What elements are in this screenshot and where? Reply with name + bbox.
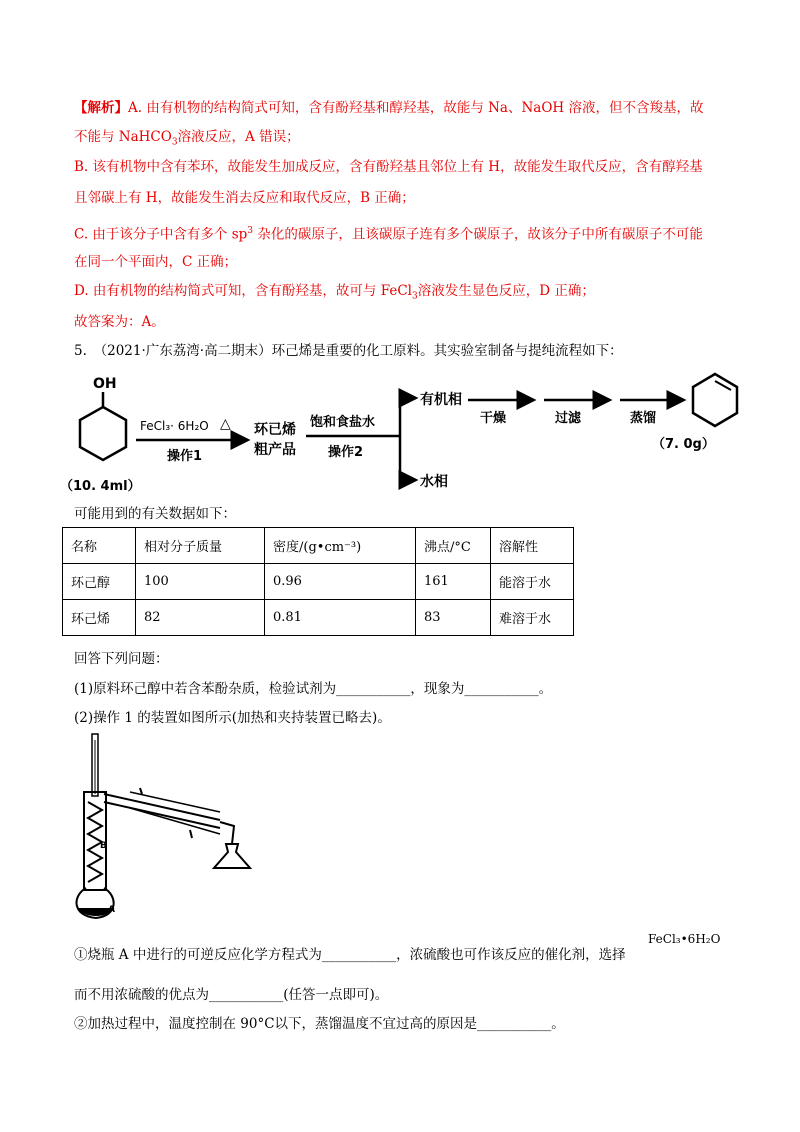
- header-cell: 沸点/°C: [416, 528, 491, 564]
- table-cell: 100: [136, 564, 265, 600]
- question-2-2: ②加热过程中，温度控制在 90°C以下，蒸馏温度不宜过高的原因是___________。: [74, 1016, 565, 1032]
- heat-symbol: △: [220, 416, 231, 432]
- question-stem: 5. （2021·广东荔湾·高二期末）环己烯是重要的化工原料。其实验室制备与提纯流程如下：: [74, 343, 623, 359]
- question-2: (2)操作 1 的装置如图所示(加热和夹持装置已略去)。: [74, 710, 391, 726]
- analysis-sub-7: 3: [411, 291, 418, 302]
- analysis-line-8: 故答案为：A。: [74, 314, 165, 330]
- crude-product-line2: 粗产品: [254, 442, 296, 458]
- table-cell: 0.96: [265, 564, 416, 600]
- distill-step: 蒸馏: [630, 411, 657, 426]
- table-row: [63, 564, 574, 600]
- start-amount: （10. 4ml）: [60, 479, 141, 494]
- reagent-label: FeCl₃· 6H₂O: [140, 419, 209, 433]
- question-1: (1)原料环己醇中若含苯酚杂质，检验试剂为___________，现象为___________。: [74, 681, 553, 697]
- table-header-row: [63, 528, 574, 564]
- header-cell: 相对分子质量: [136, 528, 265, 564]
- cyclohexanol-structure: [80, 407, 126, 460]
- data-table: [62, 527, 574, 636]
- organic-phase: 有机相: [420, 392, 462, 408]
- table-cell: 难溶于水: [491, 600, 574, 636]
- crude-product-line1: 环已烯: [254, 422, 296, 438]
- analysis-text-1: A. 由有机物的结构简式可知，含有酚羟基和醇羟基，故能与 Na、NaOH 溶液，但不含羧基，故: [128, 100, 704, 116]
- oh-label: OH: [93, 376, 117, 392]
- analysis-text-5b: 杂化的碳原子，且该碳原子连有多个碳原子，故该分子中所有碳原子不可能: [253, 226, 703, 243]
- question-2-1b: 而不用浓硫酸的优点为___________(任答一点即可)。: [74, 987, 389, 1003]
- filter-step: 过滤: [555, 411, 582, 426]
- questions-intro: 回答下列问题：: [74, 651, 169, 667]
- aqueous-phase: 水相: [420, 474, 448, 490]
- label-b: B: [100, 841, 107, 851]
- header-cell: 溶解性: [491, 528, 574, 564]
- header-cell: 名称: [63, 528, 136, 564]
- table-cell: 82: [136, 600, 265, 636]
- table-row: [63, 600, 574, 636]
- brine-label: 饱和食盐水: [310, 415, 376, 430]
- analysis-text-5a: C. 由于该分子中含有多个 sp: [74, 226, 248, 243]
- op1-label: 操作1: [167, 449, 203, 464]
- question-2-1: ①烧瓶 A 中进行的可逆反应化学方程式为___________，浓硫酸也可作该反应的催化剂，选择: [74, 947, 626, 963]
- analysis-line-3: B. 该有机物中含有苯环，故能发生加成反应，含有酚羟基且邻位上有 H，故能发生取代反应，含有醇羟基: [74, 159, 703, 175]
- analysis-line-6: 在同一个平面内，C 正确；: [74, 254, 238, 270]
- table-intro: 可能用到的有关数据如下：: [74, 506, 236, 522]
- analysis-text-2b: 溶液反应，A 错误；: [177, 129, 300, 145]
- distillation-apparatus: [70, 732, 260, 922]
- analysis-text-2a: 不能与 NaHCO: [74, 129, 172, 145]
- analysis-sup-5: 3: [247, 226, 254, 236]
- analysis-line-5: [74, 221, 703, 245]
- op2-label: 操作2: [328, 445, 364, 460]
- table-cell: 0.81: [265, 600, 416, 636]
- header-cell: 密度/(g•cm⁻³): [265, 528, 416, 564]
- table-cell: 83: [416, 600, 491, 636]
- synthesis-flow-diagram: [60, 362, 740, 497]
- table-cell: 161: [416, 564, 491, 600]
- analysis-tag: 【解析】: [74, 100, 128, 116]
- analysis-sub-2: 3: [171, 137, 178, 148]
- catalyst-formula: FeCl₃•6H₂O: [648, 932, 721, 946]
- analysis-text-7a: D. 由有机物的结构简式可知，含有酚羟基，故可与 FeCl: [74, 283, 412, 299]
- dry-step: 干燥: [480, 411, 507, 426]
- analysis-text-7b: 溶液发生显色反应，D 正确；: [417, 283, 595, 299]
- table-cell: 环己烯: [63, 600, 136, 636]
- analysis-line-7: [74, 281, 595, 307]
- analysis-line-4: 且邻碳上有 H，故能发生消去反应和取代反应，B 正确；: [74, 190, 415, 206]
- table-cell: 能溶于水: [491, 564, 574, 600]
- label-a: A: [108, 905, 115, 915]
- analysis-line-2: [74, 127, 300, 153]
- end-amount: （7. 0g）: [652, 437, 715, 452]
- analysis-line-1: [74, 98, 703, 118]
- table-cell: 环己醇: [63, 564, 136, 600]
